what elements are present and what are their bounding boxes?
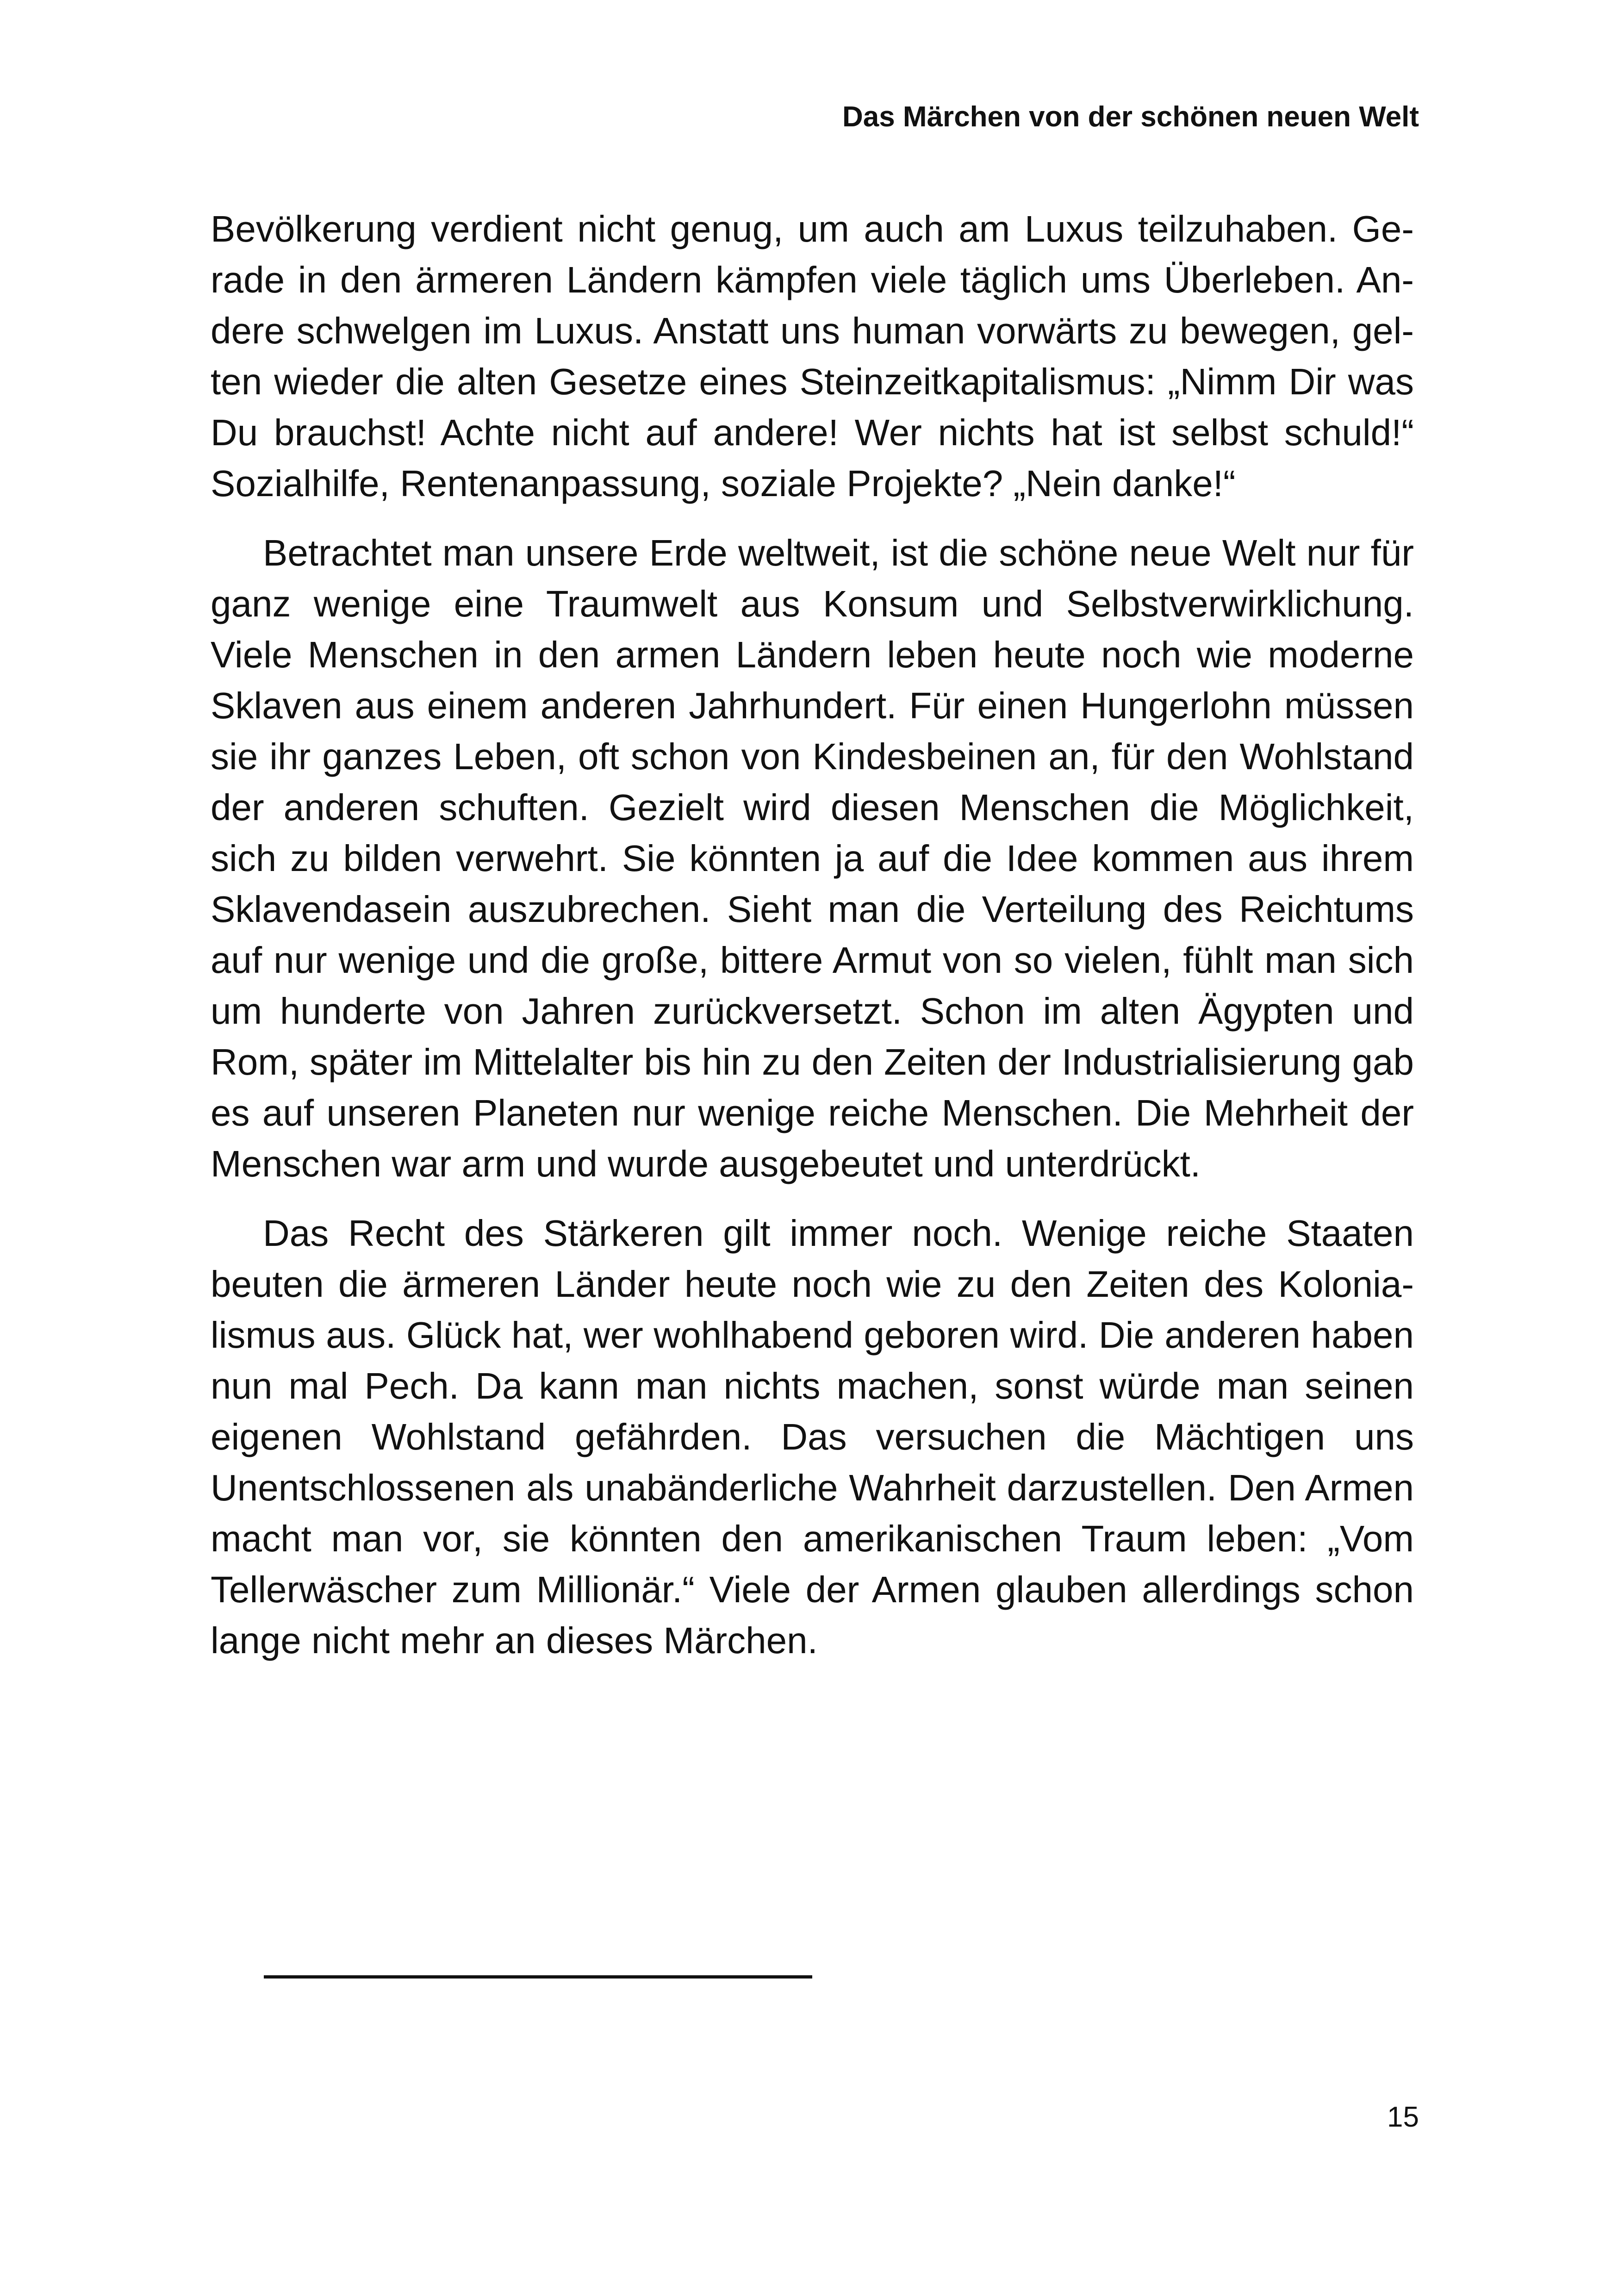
running-header-title: Das Märchen von der schönen neuen Welt (842, 101, 1419, 133)
paragraph-2: Betrachtet man unsere Erde weltweit, ist die schöne neue Welt nur für ganz wenige eine Traumwelt aus Konsum und Selbstverwirklichung. Viele Menschen in den armen Ländern leben heute noch wie moderne Sklaven aus einem anderen Jahrhundert. Für einen Hungerlohn müssen sie ihr ganzes Leben, oft schon von Kindesbeinen an, für den Wohlstand der anderen schuften. Gezielt wird diesen Menschen die Möglichkeit, sich zu bilden verwehrt. Sie könnten ja auf die Idee kommen aus ihrem Sklavendasein auszubrechen. Sieht man die Verteilung des Reichtums auf nur wenige und die große, bittere Armut von so vielen, fühlt man sich um hunderte von Jahren zurückversetzt. Schon im alten Ägypten und Rom, später im Mittelalter bis hin zu den Zeiten der Industrialisierung gab es auf unseren Planeten nur wenige reiche Menschen. Die Mehrheit der Menschen war arm und wurde ausgebeutet und unterdrückt. (211, 532, 1414, 1184)
footnote-separator-rule (264, 1975, 812, 1979)
paragraph-3: Das Recht des Stärkeren gilt immer noch. Wenige reiche Staaten beuten die ärmeren Länder heute noch wie zu den Zeiten des Kolonialismus aus. Glück hat, wer wohlhabend geboren wird. Die anderen haben nun mal Pech. Da kann man nichts machen, sonst würde man seinen eigenen Wohlstand gefährden. Das versuchen die Mächtigen uns Unentschlossenen als unabänderliche Wahrheit darzustellen. Den Armen macht man vor, sie könnten den amerikanischen Traum leben: „Vom Tellerwäscher zum Millionär.“ Viele der Armen glauben allerdings schon lange nicht mehr an dieses Märchen. (211, 1213, 1414, 1661)
page-number: 15 (1387, 2101, 1419, 2133)
paragraph-1: Bevölkerung verdient nicht genug, um auch am Luxus teilzuhaben. Gerade in den ärmeren Ländern kämpfen viele täglich ums Überleben. Andere schwelgen im Luxus. Anstatt uns human vorwärts zu bewegen, gelten wieder die alten Gesetze eines Steinzeitkapitalismus: „Nimm Dir was Du brauchst! Achte nicht auf andere! Wer nichts hat ist selbst schuld!“ Sozialhilfe, Rentenanpassung, soziale Projekte? „Nein danke!“ (211, 208, 1414, 504)
body-text (211, 204, 1414, 1666)
